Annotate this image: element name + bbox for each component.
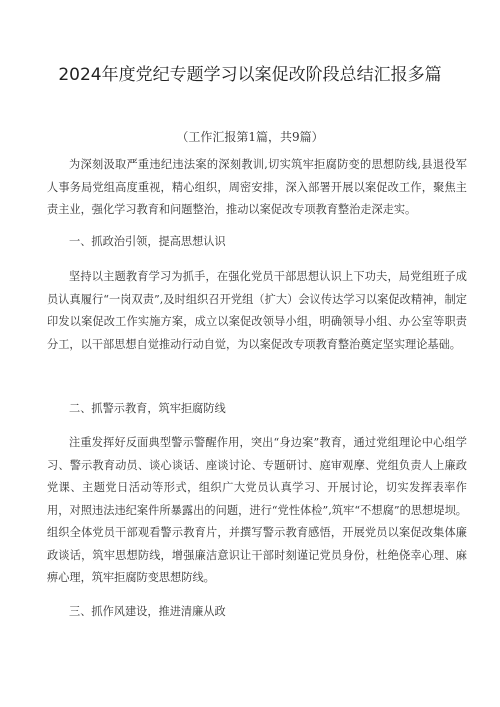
- section-body-2: 注重发挥好反面典型警示警醒作用，突出“身边案”教育，通过党组理论中心组学习、警示教育动员、谈心谈话、座谈讨论、专题研讨、庭审观摩、党组负责人上廉政党课、主题党日活动等形式，组织广大党员认真学习、开展讨论，切实发挥表率作用，对照违法违纪案件所暴露出的问题，进行“党性体检”,筑牢“不想腐”的思想堤坝。组织全体党员干部观看警示教育片，并撰写警示教育感悟，开展党员以案促改集体廉政谈话，筑牢思想防线，增强廉洁意识让干部时刻谨记党员身份，杜绝侥幸心理、麻痹心理，筑牢拒腐防变思想防线。: [47, 436, 467, 584]
- section-heading-3: 三、抓作风建设，推进清廉从政: [69, 605, 226, 618]
- document-title: 2024年度党纪专题学习以案促改阶段总结汇报多篇: [58, 65, 442, 85]
- section-heading-2: 二、抓警示教育，筑牢拒腐防线: [69, 402, 226, 415]
- section-body-1: 坚持以主题教育学习为抓手，在强化党员干部思想认识上下功夫，局党组班子成员认真履行“一岗双责”,及时组织召开党组（扩大）会议传达学习以案促改精神，制定印发以案促改工作实施方案，成立以案促改领导小组，明确领导小组、办公室等职责分工，以干部思想自觉推动行动自觉，为以案促改专项教育整治奠定坚实理论基础。: [47, 270, 467, 351]
- intro-paragraph: 为深刻汲取严重违纪违法案的深刻教训,切实筑牢拒腐防变的思想防线,县退役军人事务局党组高度重视，精心组织，周密安排，深入部署开展以案促改工作，聚焦主责主业，强化学习教育和问题整治，推动以案促改专项教育整治走深走实。: [47, 158, 467, 216]
- section-heading-1: 一、抓政治引领，提高思想认识: [69, 235, 226, 248]
- document-subtitle: （工作汇报第1篇，共9篇）: [176, 130, 324, 144]
